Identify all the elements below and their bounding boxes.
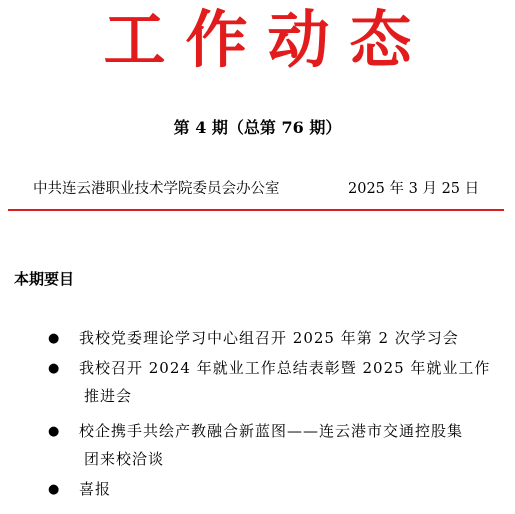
issuing-organization: 中共连云港职业技术学院委员会办公室 [33, 181, 280, 197]
bullet-icon: ● [48, 424, 60, 439]
contents-title: 本期要目 [14, 270, 75, 288]
contents-item-4-line-1: 喜报 [79, 480, 112, 498]
contents-item-1-line-1: 我校党委理论学习中心组召开 2025 年第 2 次学习会 [79, 329, 459, 347]
masthead-title: 工作动态 [103, 3, 432, 76]
contents-item-3-line-1: 校企携手共绘产教融合新蓝图——连云港市交通控股集 [79, 422, 464, 440]
bullet-icon: ● [48, 482, 60, 497]
contents-item-2-line-1: 我校召开 2024 年就业工作总结表彰暨 2025 年就业工作 [79, 359, 491, 377]
bullet-icon: ● [48, 361, 60, 376]
bullet-icon: ● [48, 331, 60, 346]
issue-number: 第 4 期（总第 76 期） [173, 118, 342, 137]
contents-item-3-line-2: 团来校洽谈 [84, 450, 165, 468]
contents-item-2-line-2: 推进会 [84, 387, 133, 405]
issue-date: 2025 年 3 月 25 日 [348, 181, 480, 197]
